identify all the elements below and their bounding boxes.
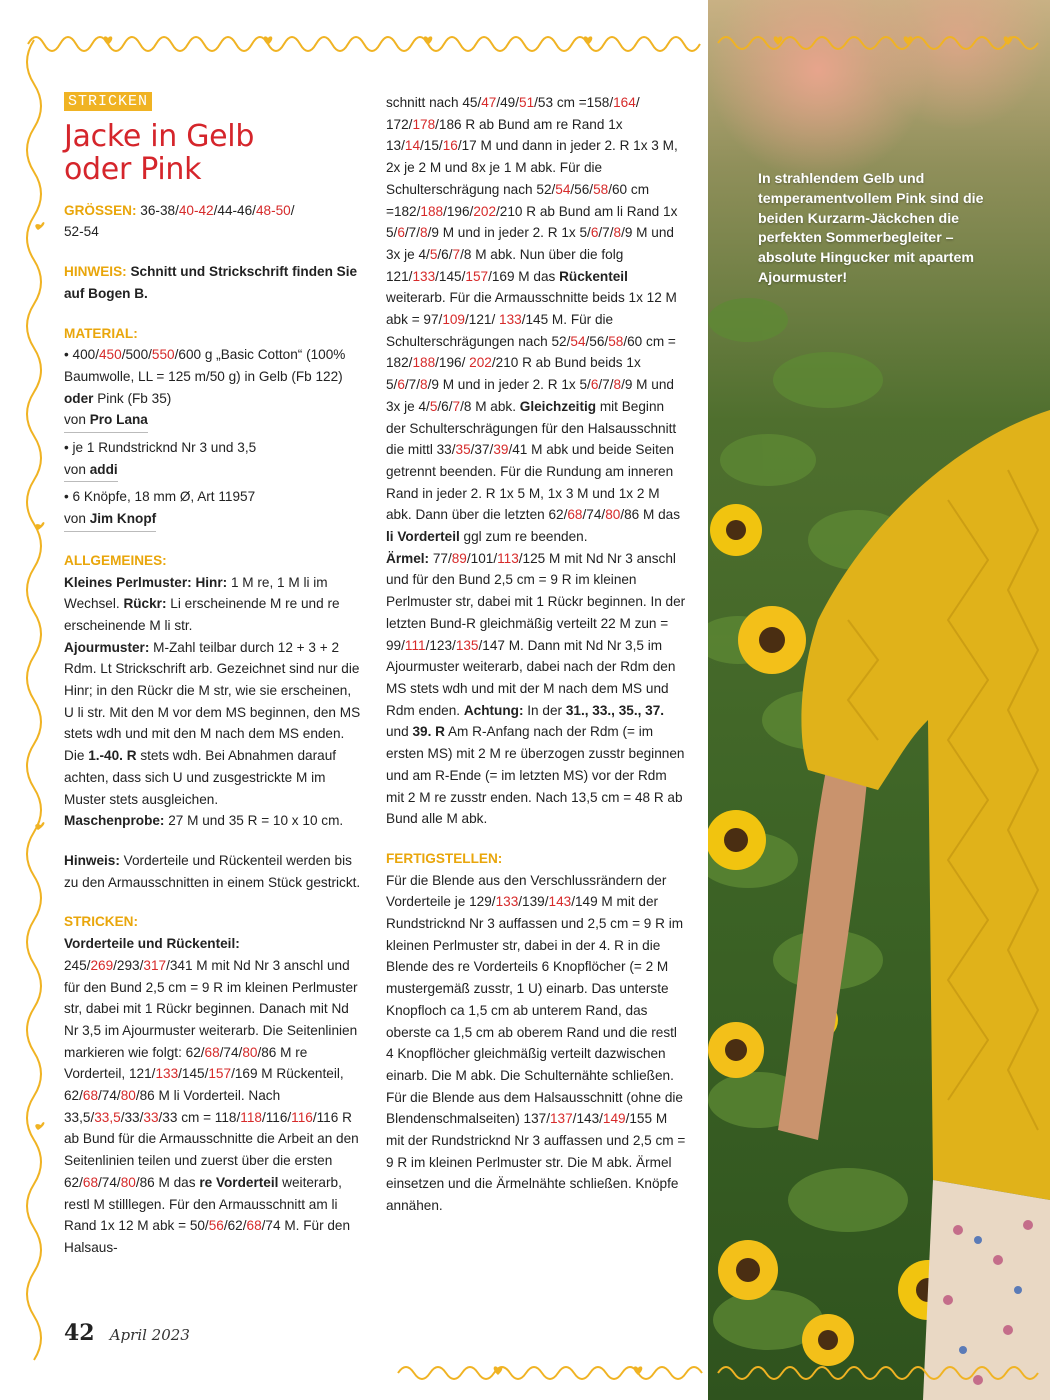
size-number: 56 [208,1218,224,1234]
size-number: 202 [469,355,492,371]
body-text: ggl zum re beenden. [459,529,588,545]
size-number: 135 [455,637,479,653]
size-number: 116 [291,1109,313,1125]
size-number: 68 [82,1174,99,1190]
section-tag: STRICKEN [64,92,152,111]
size-value: / [290,202,295,218]
body-text: /56/ [570,181,594,197]
body-text: /86 M das [620,507,681,523]
stricken-body [64,933,364,1259]
note-text: Schnitt und Strickschrift finden Sie auf Bogen B. [64,264,358,301]
body-text: /145/ [435,268,466,284]
material-item-yarn [64,344,364,409]
size-value: 36-38/ [140,202,179,218]
stricken-heading: STRICKEN: [64,914,139,930]
body-text: Li erscheinende M re und re erscheinende M li str. [64,596,340,633]
size-number: 202 [473,203,497,219]
body-text: weiterarb. Für die Armausschnitte beids 1x 12 M abk = 97/ [386,290,677,328]
body-text: /33/ [120,1109,144,1125]
body-text: schnitt nach 45/ [386,95,482,110]
bold-text: re Vorderteil [199,1174,279,1190]
body-text: /37/ [470,442,494,458]
size-number: 54 [555,181,571,197]
body-text: 27 M und 35 R = 10 x 10 cm. [164,813,344,829]
size-number: 68 [204,1044,220,1060]
size-number: 80 [120,1174,136,1190]
body-text: M-Zahl teilbar durch 12 + 3 + 2 Rdm. Lt Strickschrift arb. Gezeichnet sind nur die Hinr; in den Rückr die M str, wie sie erscheinen, U li str. Mit den M vor dem MS beginnen, den MS stets wdh und mit den M nach dem MS enden. Die [64,639,361,764]
page-number: 42 [64,1320,95,1346]
finishing-paragraph [386,870,686,1217]
size-value: 40-42 [178,202,214,218]
text-column-left [64,90,364,1259]
bold-text: 39. R [412,724,445,740]
body-text: Für die Blende aus den Verschlussrändern der Vorderteile je 129/ [386,872,667,910]
body-text: /56/ [585,333,609,349]
size-number: 8 [613,377,622,393]
title-line-1: Jacke in Gelb [64,118,255,154]
body-text: /74/ [98,1088,121,1104]
body-text: / 172/ [386,95,640,132]
body-text: /143/ [572,1111,603,1127]
material-text: • je 1 Rundstricknd Nr 3 und 3,5 [64,440,257,456]
brand-name: Pro Lana [89,412,148,428]
material-item-buttons [64,486,364,508]
general-heading: ALLGEMEINES: [64,552,167,568]
von-text: von [64,412,90,428]
size-number: 58 [608,333,624,349]
von-text: von [64,511,90,527]
body-text: /123/ [425,637,456,653]
body-text: /147 M. Dann mit Nd Nr 3,5 im Ajourmuster weiterarb, dabei nach der Rdm den MS stets wdh und mit der M nach dem MS und Rdm enden. [386,637,676,718]
size-number: 51 [519,95,535,110]
stricken-label [64,911,364,933]
body-text: In der [523,702,566,718]
general-pattern-2 [64,637,364,811]
body-text: 245/ [64,957,91,973]
size-number: 7 [452,398,461,414]
bold-text: Vorderteile und Rückenteil: [64,936,240,952]
size-number: 6 [590,377,599,393]
size-number: 89 [451,550,467,566]
material-source-yarn [64,409,364,433]
body-text: /116/ [261,1109,292,1125]
size-number: 14 [404,138,421,154]
note-paragraph [64,261,364,304]
size-number: 143 [548,894,572,910]
body-text: /210 R ab Bund beids 1x 5/ [386,355,641,393]
size-value: /44-46/ [213,202,256,218]
size-number: 5 [429,246,438,262]
body-text: Vorderteile und Rückenteil werden bis zu den Armausschnitten in einem Stück gestrickt. [64,852,361,890]
size-number: 68 [246,1218,262,1234]
finishing-label [386,848,686,870]
body-text: /196/ [435,355,470,371]
size-number: 149 [602,1111,626,1127]
general-pattern-1 [64,572,364,637]
body-text: /9 M und 3x je 4/ [386,377,674,414]
body-text: /74/ [98,1174,121,1190]
body-text: /210 R ab Bund am li Rand 1x 5/ [386,203,678,241]
bold-text: Rückenteil [559,268,628,284]
finishing-heading: FERTIGSTELLEN: [386,850,503,866]
body-text: stets wdh. Bei Abnahmen darauf achten, dass sich U und zusgestrickte M im Muster stets ausgleichen. [64,748,337,807]
size-number: 317 [143,957,167,973]
body-text: /17 M und dann in jeder 2. R 1x 3 M, 2x je 2 M und 8x je 1 M abk. Für die Schulterschrägung nach 52/ [386,138,678,197]
size-number: 68 [567,507,583,523]
size-number: 47 [481,95,497,110]
material-source-needles [64,459,364,483]
body-text: /7/ [598,377,614,393]
photo-caption: In strahlendem Gelb und temperamentvollem Pink sind die beiden Kurzarm-Jäckchen die perfekten Sommerbegleiter – absolute Hingucker mit apartem Ajourmuster! [758,171,984,286]
body-text: /74/ [582,507,606,523]
body-text: /74 M. Für den Halsaus- [64,1218,351,1255]
body-text: /121/ [465,312,500,328]
bold-text: Achtung: [463,702,524,718]
size-number: 80 [605,507,621,523]
body-text: /196/ [443,203,474,219]
sizes-label: GRÖSSEN: [64,202,137,218]
body-continued [386,92,686,548]
size-number: 80 [242,1044,258,1060]
body-text: /62/ [223,1218,247,1234]
body-text: /86 M li Vorderteil. Nach 33,5/ [64,1088,281,1125]
ornament-border-left [16,30,56,1380]
material-heading: MATERIAL: [64,325,138,341]
size-number: 54 [570,333,586,349]
body-text: /60 cm =182/ [386,181,650,219]
size-number: 164 [613,95,636,110]
size-number: 157 [465,268,489,284]
size-number: 133 [499,312,522,328]
brand-name: addi [89,461,118,477]
body-text: /6/ [437,398,453,414]
bold-text: 31., 33., 35., 37. [565,702,665,718]
article-title [64,120,364,186]
size-number: 6 [397,225,405,241]
ornament-border-photo-bottom [708,1358,1050,1388]
size-number: 133 [412,268,436,284]
size-number: 7 [452,246,461,262]
body-text: /7/ [598,225,614,241]
size-number: 8 [420,225,428,241]
size-number: 33 [143,1109,159,1125]
von-text: von [64,461,90,477]
body-text: mit Beginn der Schulterschrägungen für den Halsausschnitt die mittl 33/ [386,398,677,458]
note-label: HINWEIS: [64,264,127,280]
material-text: /500/ [121,347,152,363]
body-text: /9 M und 3x je 4/ [386,225,674,262]
body-text: /7/ [404,377,421,393]
hint-paragraph [64,850,364,893]
body-text: /41 M abk und beide Seiten getrennt beenden. Für die Rundung am inneren Rand in jeder 2. R 1x 5 M, 1x 3 M und 1x 2 M abk. Dann über die letzten 62/ [386,442,674,523]
body-text: weiterarb, restl M stilllegen. Für den Armausschnitt am li Rand 1x 12 M abk = 50/ [64,1174,342,1234]
body-text: /169 M das [488,268,560,284]
body-text: /8 M abk. [460,398,520,414]
body-text: /15/ [420,138,443,154]
body-text: /293/ [113,957,144,973]
body-text: /33 cm = 118/ [158,1109,241,1125]
material-source-buttons [64,508,364,532]
body-text: /116 R ab Bund für die Armausschnitte die Arbeit an den Seitenlinien teilen und zuerst über die ersten 62/ [64,1109,359,1190]
body-text: /6/ [437,246,453,262]
bold-text: Maschenprobe: [64,813,165,829]
bold-text: Gleichzeitig [519,398,597,414]
title-line-2: oder Pink [64,151,202,187]
brand-name: Jim Knopf [89,511,157,527]
sizes-paragraph [64,200,364,243]
ornament-border-photo-top [708,28,1050,58]
body-text: /155 M mit der Rundstricknd Nr 3 auffassen und 2,5 cm = 9 R im kleinen Perlmuster str. Die M abk. Ärmel einsetzen und die Ärmelnähte schließen. Knöpfe annähen. [386,1111,686,1214]
size-number: 157 [208,1066,232,1082]
body-text: /7/ [404,225,421,241]
material-text: • 6 Knöpfe, 18 mm Ø, Art 11957 [64,489,256,505]
body-text: /145 M. Für die Schulterschrägungen nach 52/ [386,312,614,349]
body-text: /186 R ab Bund am re Rand 1x 13/ [386,116,623,154]
size-number: 68 [82,1088,99,1104]
material-text: oder [64,390,94,406]
body-text: /74/ [219,1044,243,1060]
size-value: 48-50 [255,202,291,218]
bold-text: 1.-40. R [88,748,137,764]
size-number: 178 [412,116,436,132]
size-number: 58 [593,181,609,197]
bold-text: Hinweis: [64,852,120,868]
body-text: und [386,724,413,740]
size-number: 188 [412,355,436,371]
bold-text: Ajourmuster: [64,639,150,655]
size-number: 6 [590,225,599,241]
ornament-border-top [18,26,708,56]
material-text: • 400/ [64,347,99,363]
body-text: /9 M und in jeder 2. R 1x 5/ [427,377,591,393]
size-number: 33,5 [94,1109,121,1125]
size-number: 111 [404,637,426,653]
body-text: /341 M mit Nd Nr 3 anschl und für den Bund 2,5 cm = 9 R im kleinen Perlmuster str, dabei mit 1 Rückr beginnen. Danach mit Nd Nr 3,5 im Ajourmuster weiterarb. Die Seitenlinien markieren wie folgt: 62/ [64,957,358,1060]
body-text: /86 M das [135,1174,200,1190]
material-text: Pink (Fb 35) [93,390,172,406]
body-text: /53 cm =158/ [534,95,614,110]
size-number: 133 [155,1066,179,1082]
material-text: 550 [151,347,175,363]
ornament-border-bottom [18,1358,708,1388]
body-text: /169 M Rückenteil, 62/ [64,1066,344,1104]
body-text: /49/ [496,95,520,110]
size-number: 39 [493,442,509,458]
body-text: /9 M und in jeder 2. R 1x 5/ [427,225,591,241]
size-number: 188 [420,203,444,219]
material-text: 450 [99,347,122,363]
body-text: Am R-Anfang nach der Rdm (= im ersten MS) mit 2 M re überzogen zusstr beginnen und am R-Ende (= im letzten MS) vor der Rdm mit 2 M re zusstr enden. Nach 13,5 cm = 48 R ab Bund alle M abk. [386,724,685,827]
material-text: /600 g „Basic Cotton“ (100% Baumwolle, LL = 125 m/50 g) in Gelb (Fb 122) [64,347,346,384]
text-column-right [386,92,686,1217]
body-text: /101/ [466,550,498,566]
bold-text: Kleines Perlmuster: Hinr: [64,574,228,590]
size-number: 118 [240,1109,262,1125]
body-text: /149 M mit der Rundstricknd Nr 3 auffassen und 2,5 cm = 9 R im kleinen Perlmuster str, dabei in der 4. R in die Blende des re Vorderteils 6 Knopflöcher (= 2 M mustergemäß zusstr, 1 U) einarb. Das unterste Knopfloch ca 1,5 cm ab unterem Rand, das oberste ca 1,5 cm ab oberem Rand und die restl 4 Knopflöcher gleichmäßig verteilt dazwischen einarb. Die M abk. Die Schulternähte schließen. Für die Blende aus dem Halsausschnitt (ohne die Blendenschmalseiten) 137/ [386,894,684,1127]
general-gauge [64,810,364,832]
bold-text: li Vorderteil [386,529,460,545]
body-text: 77/ [429,550,452,566]
page-folio [64,1320,190,1346]
bold-text: Rückr: [123,596,167,612]
material-label [64,323,364,345]
size-number: 35 [455,442,471,458]
bold-text: Ärmel: [386,550,430,566]
body-text: /8 M abk. Nun über die folg 121/ [386,246,624,284]
body-text: /60 cm = 182/ [386,333,676,371]
size-number: 137 [549,1111,573,1127]
body-text: /145/ [178,1066,209,1082]
size-number: 113 [497,550,519,566]
size-number: 8 [613,225,622,241]
sleeve-paragraph [386,548,686,830]
body-text: 1 M re, 1 M li im Wechsel. [64,574,328,612]
size-number: 109 [442,312,465,328]
size-number: 133 [495,894,519,910]
size-number: 16 [442,138,458,154]
general-label [64,550,364,572]
body-text: /139/ [518,894,549,910]
size-number: 8 [420,377,428,393]
size-number: 5 [429,398,438,414]
size-number: 80 [120,1088,136,1104]
size-value: 52-54 [64,224,99,240]
body-text: /125 M mit Nd Nr 3 anschl und für den Bund 2,5 cm = 9 R im kleinen Perlmuster str, dabei mit 1 Rückr beginnen. In der letzten Bund-R gleichmäßig verteilt 22 M zun = 99/ [386,550,686,653]
body-text: /86 M re Vorderteil, 121/ [64,1044,308,1082]
size-number: 6 [397,377,405,393]
material-item-needles [64,437,364,459]
issue-date: April 2023 [109,1326,190,1344]
size-number: 269 [90,957,114,973]
